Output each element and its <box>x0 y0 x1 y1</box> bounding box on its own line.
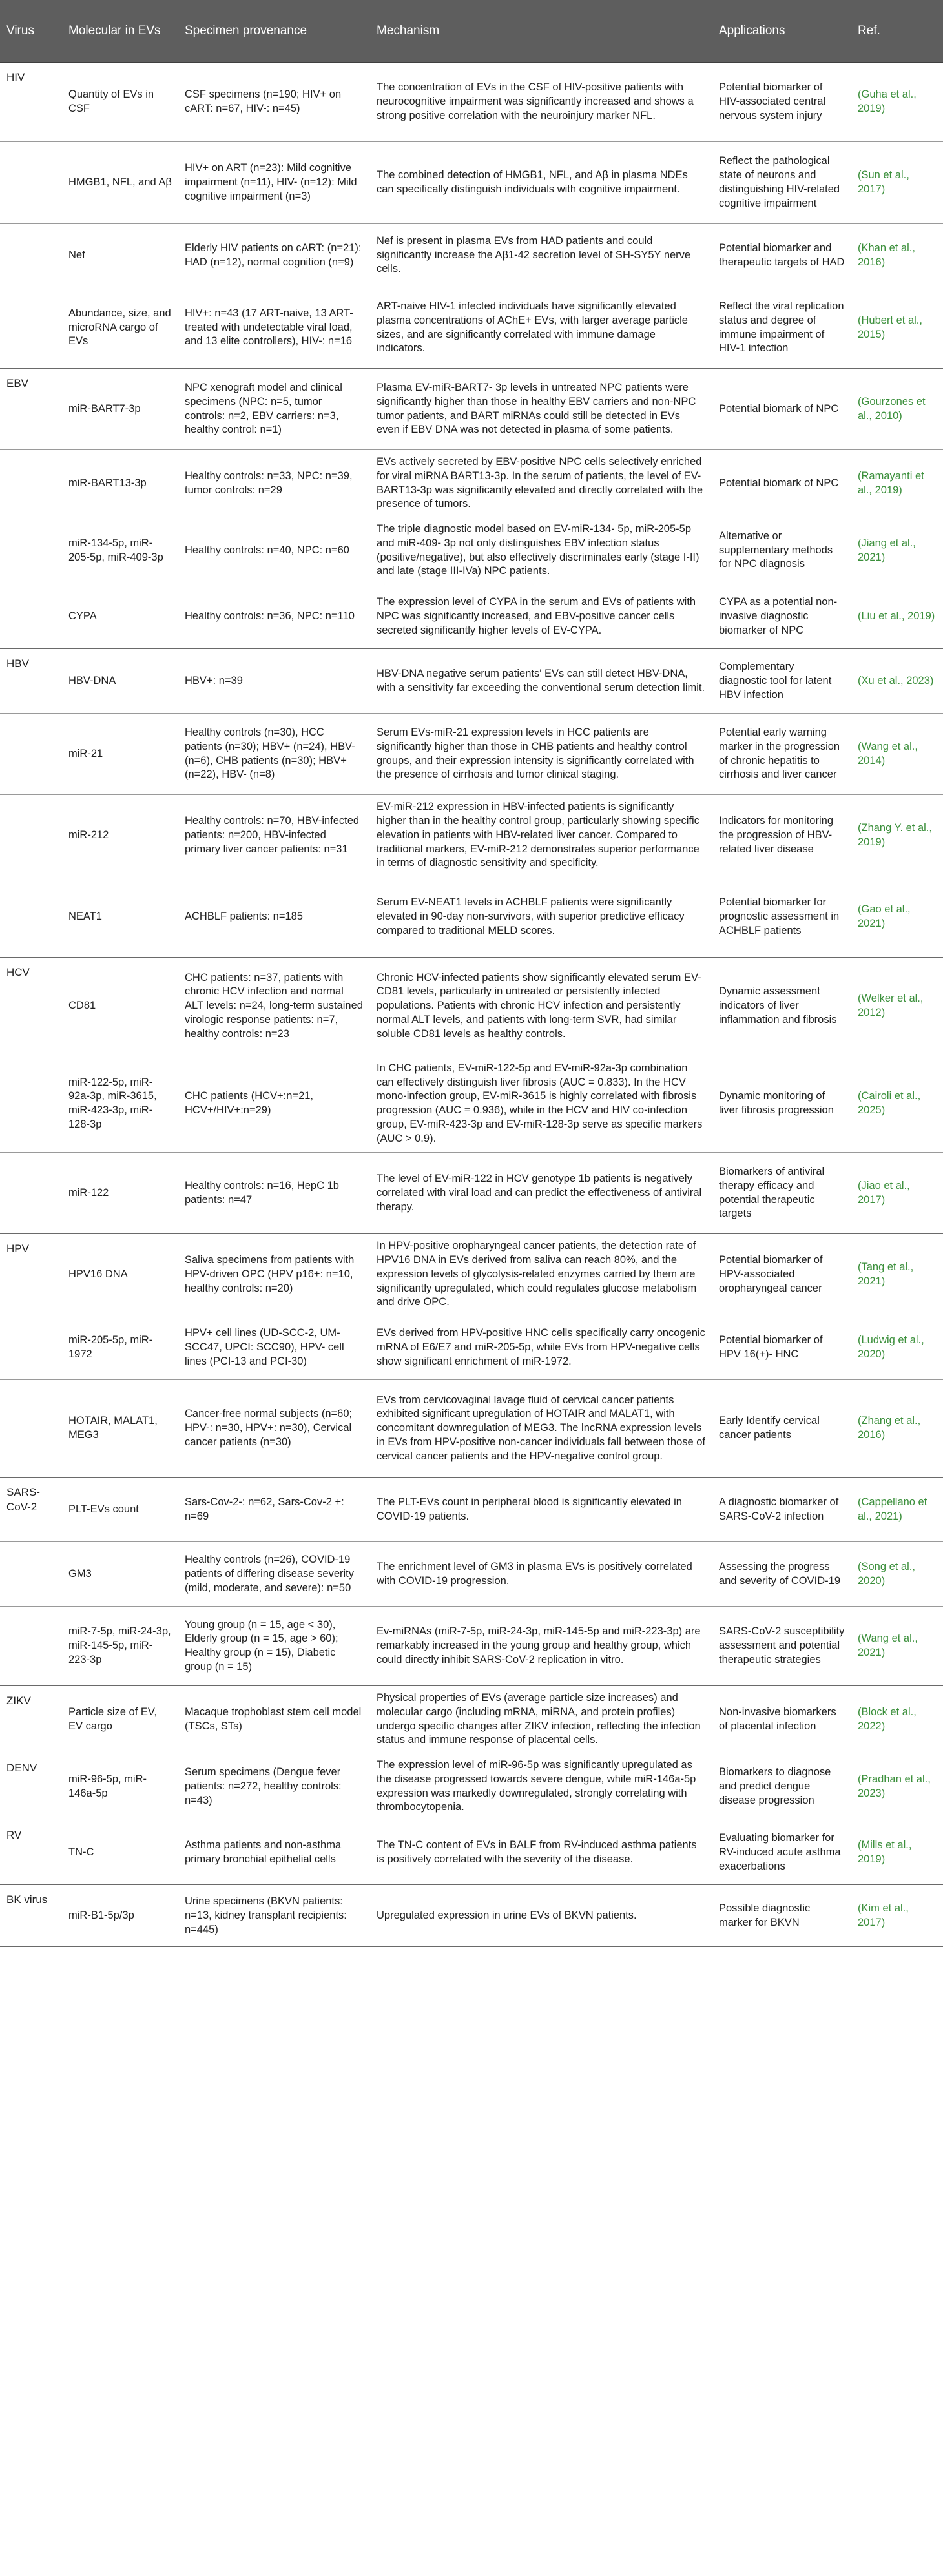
virus-cell <box>0 714 62 795</box>
table-row <box>0 369 943 450</box>
ref-link[interactable]: (Zhang Y. et al., 2019) <box>851 795 943 876</box>
mechanism-cell: The concentration of EVs in the CSF of HIV-positive patients with neurocognitive impairment was significantly increased and shows a strong positive correlation with the neuroinjury marker NFL. <box>370 63 712 142</box>
applications-cell: CYPA as a potential non-invasive diagnostic biomarker of NPC <box>712 584 851 649</box>
applications-cell: Potential biomarker for prognostic assessment in ACHBLF patients <box>712 876 851 958</box>
applications-cell: Reflect the viral replication status and degree of immune impairment of HIV-1 infection <box>712 287 851 369</box>
mechanism-cell: The TN-C content of EVs in BALF from RV-induced asthma patients is positively correlated with the severity of the disease. <box>370 1820 712 1885</box>
molecular-cell: HOTAIR, MALAT1, MEG3 <box>62 1380 178 1478</box>
header-applications: Applications <box>712 0 851 63</box>
applications-cell: Potential biomarker of HIV-associated central nervous system injury <box>712 63 851 142</box>
virus-cell <box>0 1153 62 1234</box>
molecular-cell: miR-134-5p, miR-205-5p, miR-409-3p <box>62 517 178 584</box>
table-row <box>0 1153 943 1234</box>
specimen-cell: HIV+: n=43 (17 ART-naive, 13 ART-treated with undetectable viral load, and 13 elite controllers), HIV-: n=16 <box>178 287 370 369</box>
virus-cell <box>0 224 62 287</box>
ref-link[interactable]: (Cairoli et al., 2025) <box>851 1055 943 1153</box>
table-row <box>0 1607 943 1686</box>
header-molecular: Molecular in EVs <box>62 0 178 63</box>
table-body <box>0 63 943 1947</box>
virus-cell: ZIKV <box>0 1686 62 1753</box>
virus-cell: SARS-CoV-2 <box>0 1478 62 1542</box>
table-row <box>0 1380 943 1478</box>
ref-link[interactable]: (Jiao et al., 2017) <box>851 1153 943 1234</box>
specimen-cell: HPV+ cell lines (UD-SCC-2, UM-SCC47, UPCI: SCC90), HPV- cell lines (PCI-13 and PCI-30) <box>178 1315 370 1380</box>
molecular-cell: HBV-DNA <box>62 649 178 714</box>
applications-cell: Alternative or supplementary methods for NPC diagnosis <box>712 517 851 584</box>
ref-link[interactable]: (Cappellano et al., 2021) <box>851 1478 943 1542</box>
ref-link[interactable]: (Guha et al., 2019) <box>851 63 943 142</box>
ref-link[interactable]: (Kim et al., 2017) <box>851 1885 943 1947</box>
applications-cell: Potential biomark of NPC <box>712 450 851 517</box>
applications-cell: Potential early warning marker in the progression of chronic hepatitis to cirrhosis and liver cancer <box>712 714 851 795</box>
specimen-cell: Serum specimens (Dengue fever patients: n=272, healthy controls: n=43) <box>178 1753 370 1820</box>
applications-cell: Reflect the pathological state of neurons and distinguishing HIV-related cognitive impairment <box>712 142 851 224</box>
molecular-cell: miR-205-5p, miR-1972 <box>62 1315 178 1380</box>
ref-link[interactable]: (Hubert et al., 2015) <box>851 287 943 369</box>
specimen-cell: Healthy controls: n=33, NPC: n=39, tumor controls: n=29 <box>178 450 370 517</box>
molecular-cell: miR-122 <box>62 1153 178 1234</box>
molecular-cell: CYPA <box>62 584 178 649</box>
specimen-cell: Healthy controls: n=16, HepC 1b patients: n=47 <box>178 1153 370 1234</box>
mechanism-cell: EVs derived from HPV-positive HNC cells specifically carry oncogenic mRNA of E6/E7 and miR-205-5p, while EVs from HPV-negative cells show significant enrichment of miR-1972. <box>370 1315 712 1380</box>
applications-cell: SARS-CoV-2 susceptibility assessment and potential therapeutic strategies <box>712 1607 851 1686</box>
table-row <box>0 1686 943 1753</box>
mechanism-cell: EVs from cervicovaginal lavage fluid of cervical cancer patients exhibited significant upregulation of HOTAIR and MALAT1, with concomitant downregulation of MEG3. The lncRNA expression levels in EVs from HPV-positive non-cancer individuals fall between those of cervical cancer patients and the HPV-negative control group. <box>370 1380 712 1478</box>
specimen-cell: Healthy controls (n=26), COVID-19 patients of differing disease severity (mild, moderate, and severe): n=50 <box>178 1542 370 1607</box>
molecular-cell: miR-BART13-3p <box>62 450 178 517</box>
table-row <box>0 224 943 287</box>
mechanism-cell: The expression level of miR-96-5p was significantly upregulated as the disease progressed towards severe dengue, while miR-146a-5p expression was markedly downregulated, strongly correlating with thrombocytopenia. <box>370 1753 712 1820</box>
ref-link[interactable]: (Pradhan et al., 2023) <box>851 1753 943 1820</box>
virus-cell <box>0 517 62 584</box>
specimen-cell: HIV+ on ART (n=23): Mild cognitive impairment (n=11), HIV- (n=12): Mild cognitive impairment (n=3) <box>178 142 370 224</box>
mechanism-cell: The expression level of CYPA in the serum and EVs of patients with NPC was significantly increased, and EBV-positive cancer cells secreted significantly higher levels of EV-CYPA. <box>370 584 712 649</box>
mechanism-cell: EV-miR-212 expression in HBV-infected patients is significantly higher than in the healthy control group, particularly showing specific elevation in patients with HBV-related liver cancer. Compared to traditional markers, EV-miR-212 demonstrates superior performance in terms of diagnostic sensitivity and specificity. <box>370 795 712 876</box>
ref-link[interactable]: (Wang et al., 2014) <box>851 714 943 795</box>
mechanism-cell: Upregulated expression in urine EVs of BKVN patients. <box>370 1885 712 1947</box>
table-row <box>0 1542 943 1607</box>
ref-link[interactable]: (Ludwig et al., 2020) <box>851 1315 943 1380</box>
table-row <box>0 517 943 584</box>
virus-cell <box>0 142 62 224</box>
ref-link[interactable]: (Block et al., 2022) <box>851 1686 943 1753</box>
mechanism-cell: The level of EV-miR-122 in HCV genotype 1b patients is negatively correlated with viral load and can predict the effectiveness of antiviral therapy. <box>370 1153 712 1234</box>
applications-cell: Early Identify cervical cancer patients <box>712 1380 851 1478</box>
table-row <box>0 876 943 958</box>
molecular-cell: Nef <box>62 224 178 287</box>
table-row <box>0 1885 943 1947</box>
mechanism-cell: The combined detection of HMGB1, NFL, and Aβ in plasma NDEs can specifically distinguish individuals with cognitive impairment. <box>370 142 712 224</box>
virus-cell <box>0 1315 62 1380</box>
mechanism-cell: The enrichment level of GM3 in plasma EVs is positively correlated with COVID-19 progression. <box>370 1542 712 1607</box>
mechanism-cell: Serum EVs-miR-21 expression levels in HCC patients are significantly higher than those in CHB patients and healthy control groups, and their expression intensity is significantly correlated with the presence of cirrhosis and tumor clinical staging. <box>370 714 712 795</box>
mechanism-cell: The PLT-EVs count in peripheral blood is significantly elevated in COVID-19 patients. <box>370 1478 712 1542</box>
mechanism-cell: EVs actively secreted by EBV-positive NPC cells selectively enriched for viral miRNA BART13-3p. In the serum of patients, the level of EV-BART13-3p was significantly elevated and directly correlated with the presence of tumors. <box>370 450 712 517</box>
header-specimen: Specimen provenance <box>178 0 370 63</box>
specimen-cell: Macaque trophoblast stem cell model (TSCs, STs) <box>178 1686 370 1753</box>
molecular-cell: CD81 <box>62 958 178 1055</box>
molecular-cell: miR-21 <box>62 714 178 795</box>
ref-link[interactable]: (Xu et al., 2023) <box>851 649 943 714</box>
applications-cell: Non-invasive biomarkers of placental infection <box>712 1686 851 1753</box>
table-row <box>0 714 943 795</box>
virus-cell <box>0 795 62 876</box>
virus-cell <box>0 1542 62 1607</box>
specimen-cell: Sars-Cov-2-: n=62, Sars-Cov-2 +: n=69 <box>178 1478 370 1542</box>
mechanism-cell: Ev-miRNAs (miR-7-5p, miR-24-3p, miR-145-5p and miR-223-3p) are remarkably increased in the young group and healthy group, which could directly inhibit SARS-CoV-2 replication in vitro. <box>370 1607 712 1686</box>
header-row <box>0 0 943 63</box>
applications-cell: Indicators for monitoring the progression of HBV-related liver disease <box>712 795 851 876</box>
specimen-cell: NPC xenograft model and clinical specimens (NPC: n=5, tumor controls: n=2, EBV carriers: n=3, healthy control: n=1) <box>178 369 370 450</box>
specimen-cell: Asthma patients and non-asthma primary bronchial epithelial cells <box>178 1820 370 1885</box>
specimen-cell: CHC patients (HCV+:n=21, HCV+/HIV+:n=29) <box>178 1055 370 1153</box>
ref-link[interactable]: (Liu et al., 2019) <box>851 584 943 649</box>
table-row <box>0 1055 943 1153</box>
table-row <box>0 1315 943 1380</box>
mechanism-cell: HBV-DNA negative serum patients' EVs can still detect HBV-DNA, with a sensitivity far exceeding the conventional serum detection limit. <box>370 649 712 714</box>
table-row <box>0 1478 943 1542</box>
specimen-cell: CSF specimens (n=190; HIV+ on cART: n=67, HIV-: n=45) <box>178 63 370 142</box>
table-row <box>0 958 943 1055</box>
virus-cell <box>0 450 62 517</box>
specimen-cell: Healthy controls: n=70, HBV-infected patients: n=200, HBV-infected primary liver cancer patients: n=31 <box>178 795 370 876</box>
specimen-cell: HBV+: n=39 <box>178 649 370 714</box>
virus-cell: RV <box>0 1820 62 1885</box>
header-ref: Ref. <box>851 0 943 63</box>
molecular-cell: NEAT1 <box>62 876 178 958</box>
virus-cell: BK virus <box>0 1885 62 1947</box>
mechanism-cell: In CHC patients, EV-miR-122-5p and EV-miR-92a-3p combination can effectively distinguish liver fibrosis (AUC = 0.833). In the HCV mono-infection group, EV-miR-3615 is highly correlated with fibrosis progression (AUC = 0.936), while in the HCV and HIV co-infection group, EV-miR-423-3p and EV-miR-128-3p serve as specific markers (AUC > 0.9). <box>370 1055 712 1153</box>
virus-cell: HBV <box>0 649 62 714</box>
virus-cell <box>0 1380 62 1478</box>
mechanism-cell: Nef is present in plasma EVs from HAD patients and could significantly increase the Aβ1-42 secretion level of SH-SY5Y nerve cells. <box>370 224 712 287</box>
molecular-cell: HMGB1, NFL, and Aβ <box>62 142 178 224</box>
molecular-cell: Abundance, size, and microRNA cargo of EVs <box>62 287 178 369</box>
specimen-cell: Healthy controls (n=30), HCC patients (n=30); HBV+ (n=24), HBV- (n=6), CHB patients (n=30); HBV+ (n=22), HBV- (n=8) <box>178 714 370 795</box>
applications-cell: Potential biomark of NPC <box>712 369 851 450</box>
molecular-cell: miR-212 <box>62 795 178 876</box>
table-row <box>0 1234 943 1315</box>
specimen-cell: Elderly HIV patients on cART: (n=21): HAD (n=12), normal cognition (n=9) <box>178 224 370 287</box>
virus-cell: EBV <box>0 369 62 450</box>
applications-cell: Potential biomarker of HPV 16(+)- HNC <box>712 1315 851 1380</box>
applications-cell: Potential biomarker and therapeutic targets of HAD <box>712 224 851 287</box>
ref-link[interactable]: (Song et al., 2020) <box>851 1542 943 1607</box>
applications-cell: Evaluating biomarker for RV-induced acute asthma exacerbations <box>712 1820 851 1885</box>
molecular-cell: Quantity of EVs in CSF <box>62 63 178 142</box>
header-virus: Virus <box>0 0 62 63</box>
virus-cell <box>0 287 62 369</box>
virus-cell: HPV <box>0 1234 62 1315</box>
molecular-cell: TN-C <box>62 1820 178 1885</box>
mechanism-cell: Physical properties of EVs (average particle size increases) and molecular cargo (including mRNA, miRNA, and protein profiles) undergo specific changes after ZIKV infection, reflecting the infection status and immune response of placental cells. <box>370 1686 712 1753</box>
ref-link[interactable]: (Ramayanti et al., 2019) <box>851 450 943 517</box>
applications-cell: Dynamic assessment indicators of liver inflammation and fibrosis <box>712 958 851 1055</box>
specimen-cell: Urine specimens (BKVN patients: n=13, kidney transplant recipients: n=445) <box>178 1885 370 1947</box>
header-mechanism: Mechanism <box>370 0 712 63</box>
mechanism-cell: Chronic HCV-infected patients show significantly elevated serum EV-CD81 levels, particularly in untreated or persistently infected populations. Patients with chronic HCV infection and persistently normal ALT levels, and patients with long-term SVR, had similar soluble CD81 levels as healthy controls. <box>370 958 712 1055</box>
applications-cell: Biomarkers of antiviral therapy efficacy and potential therapeutic targets <box>712 1153 851 1234</box>
specimen-cell: CHC patients: n=37, patients with chronic HCV infection and normal ALT levels: n=24, long-term sustained virologic response patients: n=7, healthy controls: n=23 <box>178 958 370 1055</box>
specimen-cell: Saliva specimens from patients with HPV-driven OPC (HPV p16+: n=10, healthy controls: n=20) <box>178 1234 370 1315</box>
ref-link[interactable]: (Tang et al., 2021) <box>851 1234 943 1315</box>
molecular-cell: miR-7-5p, miR-24-3p, miR-145-5p, miR-223-3p <box>62 1607 178 1686</box>
mechanism-cell: In HPV-positive oropharyngeal cancer patients, the detection rate of HPV16 DNA in EVs derived from saliva can reach 80%, and the expression levels of glycolysis-related enzymes carried by them are significantly upregulated, which could regulates glucose metabolism and drive OPC. <box>370 1234 712 1315</box>
applications-cell: Possible diagnostic marker for BKVN <box>712 1885 851 1947</box>
ref-link[interactable]: (Gao et al., 2021) <box>851 876 943 958</box>
virus-cell <box>0 584 62 649</box>
table-row <box>0 450 943 517</box>
table-row <box>0 649 943 714</box>
ref-link[interactable]: (Mills et al., 2019) <box>851 1820 943 1885</box>
applications-cell: Assessing the progress and severity of COVID-19 <box>712 1542 851 1607</box>
table-row <box>0 142 943 224</box>
molecular-cell: PLT-EVs count <box>62 1478 178 1542</box>
molecular-cell: HPV16 DNA <box>62 1234 178 1315</box>
applications-cell: Potential biomarker of HPV-associated oropharyngeal cancer <box>712 1234 851 1315</box>
molecular-cell: GM3 <box>62 1542 178 1607</box>
table-row <box>0 584 943 649</box>
table-row <box>0 1753 943 1820</box>
virus-cell: DENV <box>0 1753 62 1820</box>
table-row <box>0 795 943 876</box>
specimen-cell: ACHBLF patients: n=185 <box>178 876 370 958</box>
virus-cell: HIV <box>0 63 62 142</box>
molecular-cell: miR-122-5p, miR-92a-3p, miR-3615, miR-423-3p, miR-128-3p <box>62 1055 178 1153</box>
ref-link[interactable]: (Gourzones et al., 2010) <box>851 369 943 450</box>
mechanism-cell: Plasma EV-miR-BART7- 3p levels in untreated NPC patients were significantly higher than those in healthy EBV carriers and non-NPC tumor patients, and BART miRNAs could still be detected in EVs even if EBV DNA was not detected in plasma of some patients. <box>370 369 712 450</box>
ref-link[interactable]: (Zhang et al., 2016) <box>851 1380 943 1478</box>
specimen-cell: Healthy controls: n=36, NPC: n=110 <box>178 584 370 649</box>
specimen-cell: Cancer-free normal subjects (n=60; HPV-: n=30, HPV+: n=30), Cervical cancer patients (n=30) <box>178 1380 370 1478</box>
molecular-cell: miR-B1-5p/3p <box>62 1885 178 1947</box>
table-row <box>0 63 943 142</box>
specimen-cell: Young group (n = 15, age < 30), Elderly group (n = 15, age > 60); Healthy group (n = 15), Diabetic group (n = 15) <box>178 1607 370 1686</box>
specimen-cell: Healthy controls: n=40, NPC: n=60 <box>178 517 370 584</box>
virus-cell: HCV <box>0 958 62 1055</box>
ref-link[interactable]: (Khan et al., 2016) <box>851 224 943 287</box>
virus-cell <box>0 1055 62 1153</box>
applications-cell: Dynamic monitoring of liver fibrosis progression <box>712 1055 851 1153</box>
virus-cell <box>0 1607 62 1686</box>
ref-link[interactable]: (Welker et al., 2012) <box>851 958 943 1055</box>
virus-cell <box>0 876 62 958</box>
applications-cell: A diagnostic biomarker of SARS-CoV-2 infection <box>712 1478 851 1542</box>
applications-cell: Complementary diagnostic tool for latent HBV infection <box>712 649 851 714</box>
table-row <box>0 1820 943 1885</box>
ref-link[interactable]: (Wang et al., 2021) <box>851 1607 943 1686</box>
applications-cell: Biomarkers to diagnose and predict dengue disease progression <box>712 1753 851 1820</box>
molecular-cell: miR-96-5p, miR-146a-5p <box>62 1753 178 1820</box>
ref-link[interactable]: (Jiang et al., 2021) <box>851 517 943 584</box>
molecular-cell: Particle size of EV, EV cargo <box>62 1686 178 1753</box>
mechanism-cell: The triple diagnostic model based on EV-miR-134- 5p, miR-205-5p and miR-409- 3p not only distinguishes EBV infection status (positive/negative), but also effectively discriminates early (stage I-II) and late (stage III-IVa) NPC patients. <box>370 517 712 584</box>
table-row <box>0 287 943 369</box>
mechanism-cell: ART-naive HIV-1 infected individuals have significantly elevated plasma concentrations of AChE+ EVs, with larger average particle sizes, and are significantly correlated with immune damage indicators. <box>370 287 712 369</box>
molecular-cell: miR-BART7-3p <box>62 369 178 450</box>
mechanism-cell: Serum EV-NEAT1 levels in ACHBLF patients were significantly elevated in 90-day non-survivors, with superior predictive efficacy compared to traditional MELD scores. <box>370 876 712 958</box>
table-header <box>0 0 943 63</box>
ref-link[interactable]: (Sun et al., 2017) <box>851 142 943 224</box>
